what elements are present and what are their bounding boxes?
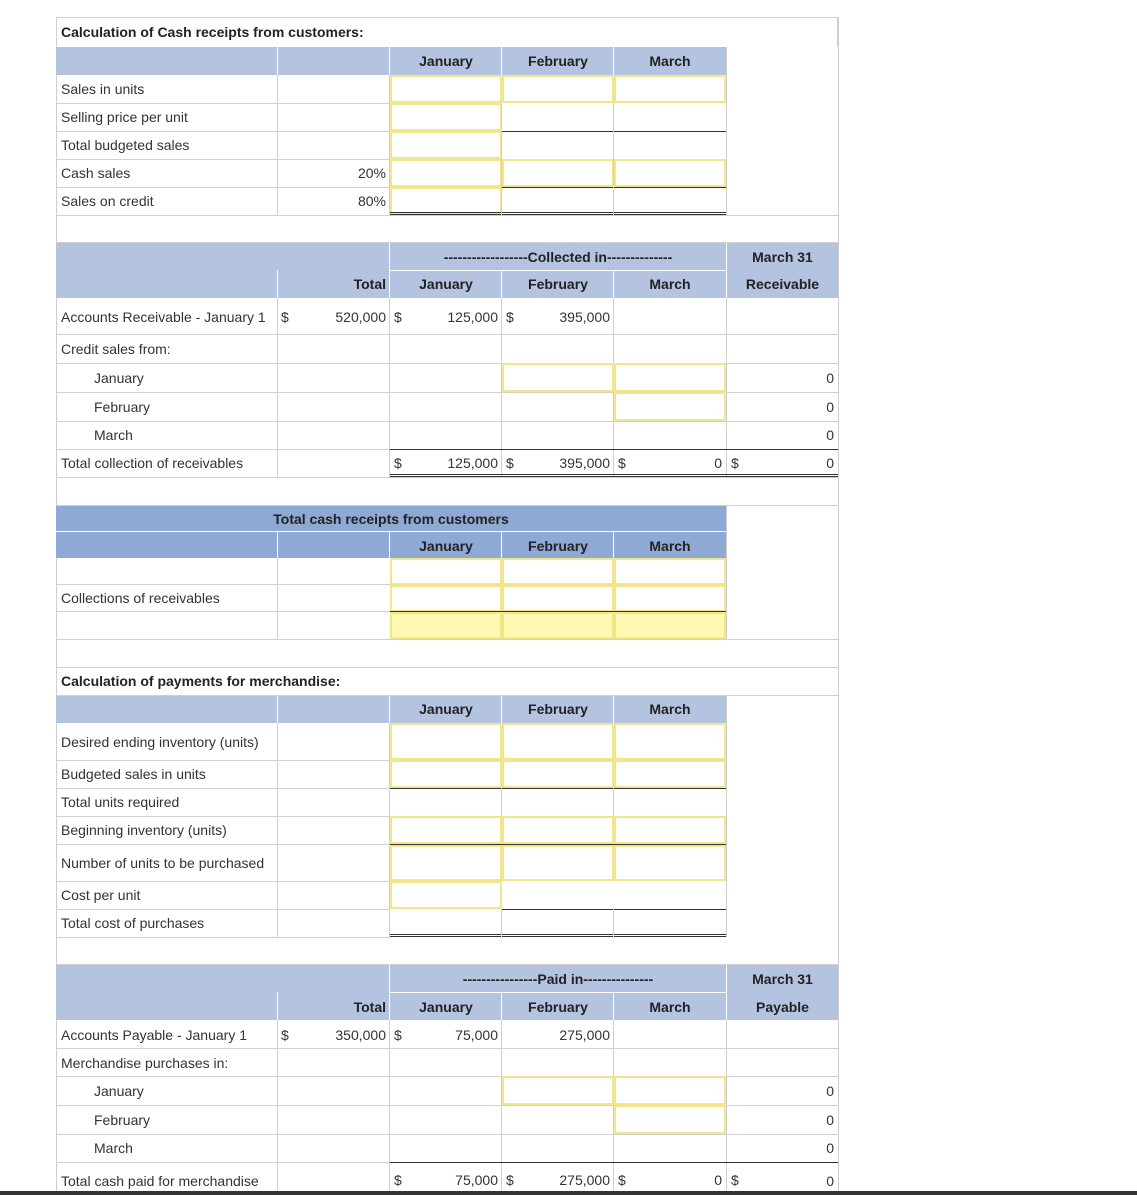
s5-feb-mar-input[interactable]	[614, 1105, 726, 1134]
s4-budgeted-jan-input[interactable]	[390, 760, 502, 788]
s5-ap-jan: 75,000	[455, 1027, 498, 1043]
s5-total-feb: 275,000	[559, 1172, 610, 1188]
s1-col-march: March	[649, 53, 691, 69]
s2-col-february: February	[528, 276, 588, 292]
s2-total-feb: 395,000	[559, 455, 610, 471]
s5-ap-label: Accounts Payable - January 1	[61, 1027, 247, 1043]
s2-receivable-jan: 0	[826, 370, 834, 386]
s5-total-mar-dollar: $	[618, 1172, 626, 1188]
s5-total-mar: 0	[714, 1172, 722, 1188]
s5-sub-march: March	[94, 1140, 133, 1156]
s1-row-sales-units: Sales in units	[61, 81, 145, 97]
s2-feb-mar-input[interactable]	[614, 392, 726, 421]
s2-total-jan: 125,000	[447, 455, 498, 471]
s2-total-header: Total	[353, 276, 386, 292]
s3-total-jan-input[interactable]	[390, 612, 502, 639]
s2-ar-label: Accounts Receivable - January 1	[61, 309, 266, 325]
s5-jan-mar-input[interactable]	[614, 1076, 726, 1105]
s4-purchased-feb-input[interactable]	[502, 845, 614, 881]
bottom-border	[0, 1191, 1137, 1195]
s5-payable-jan: 0	[826, 1083, 834, 1099]
s1-row-total-budgeted: Total budgeted sales	[61, 137, 190, 153]
s2-receivable-feb: 0	[826, 399, 834, 415]
s5-total-label: Total cash paid for merchandise	[61, 1173, 259, 1189]
s4-purchased-jan-input[interactable]	[390, 845, 502, 881]
section1-title: Calculation of Cash receipts from customers:	[61, 24, 364, 40]
s2-total-jan-dollar: $	[394, 455, 402, 471]
s3-cash-sales-feb-input[interactable]	[502, 558, 614, 585]
s5-total-payable: 0	[826, 1173, 834, 1189]
s3-collections-feb-input[interactable]	[502, 585, 614, 612]
s4-desired-mar-input[interactable]	[614, 723, 726, 760]
s4-purchased-mar-input[interactable]	[614, 845, 726, 881]
s5-jan-feb-input[interactable]	[502, 1076, 614, 1105]
s3-cash-sales-mar-input[interactable]	[614, 558, 726, 585]
s2-col-january: January	[419, 276, 473, 292]
s4-beginning-feb-input[interactable]	[502, 816, 614, 844]
s2-total-mar: 0	[714, 455, 722, 471]
s5-total-feb-dollar: $	[506, 1172, 514, 1188]
s5-col-january: January	[419, 999, 473, 1015]
s2-sub-march: March	[94, 427, 133, 443]
s2-ar-dollar: $	[281, 309, 289, 325]
s5-payable-header: Payable	[756, 999, 809, 1015]
s2-ar-feb: 395,000	[559, 309, 610, 325]
s3-total-feb-input[interactable]	[502, 612, 614, 639]
s5-ap-total: 350,000	[335, 1027, 386, 1043]
s3-cash-sales-jan-input[interactable]	[390, 558, 502, 585]
s4-budgeted-mar-input[interactable]	[614, 760, 726, 788]
s5-payable-mar: 0	[826, 1140, 834, 1156]
s1-cash-jan-input[interactable]	[390, 159, 502, 187]
s1-cash-feb-input[interactable]	[502, 159, 614, 187]
s4-row-total-units: Total units required	[61, 794, 180, 810]
s1-sales-units-mar-input[interactable]	[614, 75, 726, 103]
s3-total-mar-input[interactable]	[614, 612, 726, 639]
s2-collected-in-header: ------------------Collected in--------------	[443, 249, 673, 265]
s4-row-total-cost: Total cost of purchases	[61, 915, 205, 931]
s5-payable-feb: 0	[826, 1112, 834, 1128]
s2-mar31-header: March 31	[752, 249, 813, 265]
s2-ar-jan-dollar: $	[394, 309, 402, 325]
s1-row-sales-credit: Sales on credit	[61, 193, 154, 209]
s1-sales-units-feb-input[interactable]	[502, 75, 614, 103]
s3-col-february: February	[528, 538, 588, 554]
s5-ap-feb: 275,000	[559, 1027, 610, 1043]
s2-jan-feb-input[interactable]	[502, 363, 614, 392]
s5-sub-january: January	[94, 1083, 144, 1099]
s5-mar31-header: March 31	[752, 971, 813, 987]
s2-total-feb-dollar: $	[506, 455, 514, 471]
s3-collections-jan-input[interactable]	[390, 585, 502, 612]
s4-budgeted-feb-input[interactable]	[502, 760, 614, 788]
s4-col-february: February	[528, 701, 588, 717]
s3-collections-mar-input[interactable]	[614, 585, 726, 612]
s2-ar-feb-dollar: $	[506, 309, 514, 325]
s4-col-march: March	[649, 701, 691, 717]
s2-credit-from: Credit sales from:	[61, 341, 171, 357]
s4-row-cost-per-unit: Cost per unit	[61, 887, 141, 903]
s1-cash-mar-input[interactable]	[614, 159, 726, 187]
s4-col-january: January	[419, 701, 473, 717]
s1-row-selling-price: Selling price per unit	[61, 109, 188, 125]
s4-desired-feb-input[interactable]	[502, 723, 614, 760]
s4-row-beginning-inv: Beginning inventory (units)	[61, 822, 227, 838]
s4-cost-jan-input[interactable]	[390, 881, 502, 909]
s3-col-march: March	[649, 538, 691, 554]
s4-row-desired-ending: Desired ending inventory (units)	[61, 734, 259, 750]
s1-col-february: February	[528, 53, 588, 69]
s2-total-mar-dollar: $	[618, 455, 626, 471]
s2-col-march: March	[649, 276, 691, 292]
s5-total-header: Total	[353, 999, 386, 1015]
s1-row-cash-sales: Cash sales	[61, 165, 131, 181]
s1-total-jan-input[interactable]	[390, 131, 502, 159]
s5-purchases-in: Merchandise purchases in:	[61, 1055, 229, 1071]
s4-row-budgeted-sales: Budgeted sales in units	[61, 766, 206, 782]
s4-beginning-mar-input[interactable]	[614, 816, 726, 844]
s1-sales-units-jan-input[interactable]	[390, 75, 502, 103]
s3-title: Total cash receipts from customers	[273, 511, 509, 527]
s5-col-february: February	[528, 999, 588, 1015]
s5-paid-in-header: ----------------Paid in---------------	[462, 971, 654, 987]
s2-total-rec-dollar: $	[731, 455, 739, 471]
s1-price-jan-input[interactable]	[390, 103, 502, 131]
s2-sub-february: February	[94, 399, 151, 415]
s2-receivable-mar: 0	[826, 427, 834, 443]
s5-ap-dollar: $	[281, 1027, 289, 1043]
s4-row-units-purchased: Number of units to be purchased	[61, 855, 265, 871]
s5-total-jan: 75,000	[455, 1172, 498, 1188]
s5-total-jan-dollar: $	[394, 1172, 402, 1188]
s2-jan-mar-input[interactable]	[614, 363, 726, 392]
s4-desired-jan-input[interactable]	[390, 723, 502, 760]
s2-sub-january: January	[94, 370, 144, 386]
s3-collections-label: Collections of receivables	[61, 590, 220, 606]
s5-sub-february: February	[94, 1112, 151, 1128]
s2-total-label: Total collection of receivables	[61, 455, 244, 471]
s2-ar-total: 520,000	[335, 309, 386, 325]
s4-beginning-jan-input[interactable]	[390, 816, 502, 844]
s5-col-march: March	[649, 999, 691, 1015]
s2-receivable-header: Receivable	[745, 276, 820, 292]
s1-cash-pct: 20%	[357, 165, 386, 181]
s3-col-january: January	[419, 538, 473, 554]
s5-total-pay-dollar: $	[731, 1172, 739, 1188]
section4-title: Calculation of payments for merchandise:	[61, 673, 341, 689]
s5-ap-jan-dollar: $	[394, 1027, 402, 1043]
s1-col-january: January	[419, 53, 473, 69]
s2-ar-jan: 125,000	[447, 309, 498, 325]
s1-credit-jan-input[interactable]	[390, 187, 502, 215]
s1-credit-pct: 80%	[357, 193, 386, 209]
s2-total-receivable: 0	[826, 455, 834, 471]
